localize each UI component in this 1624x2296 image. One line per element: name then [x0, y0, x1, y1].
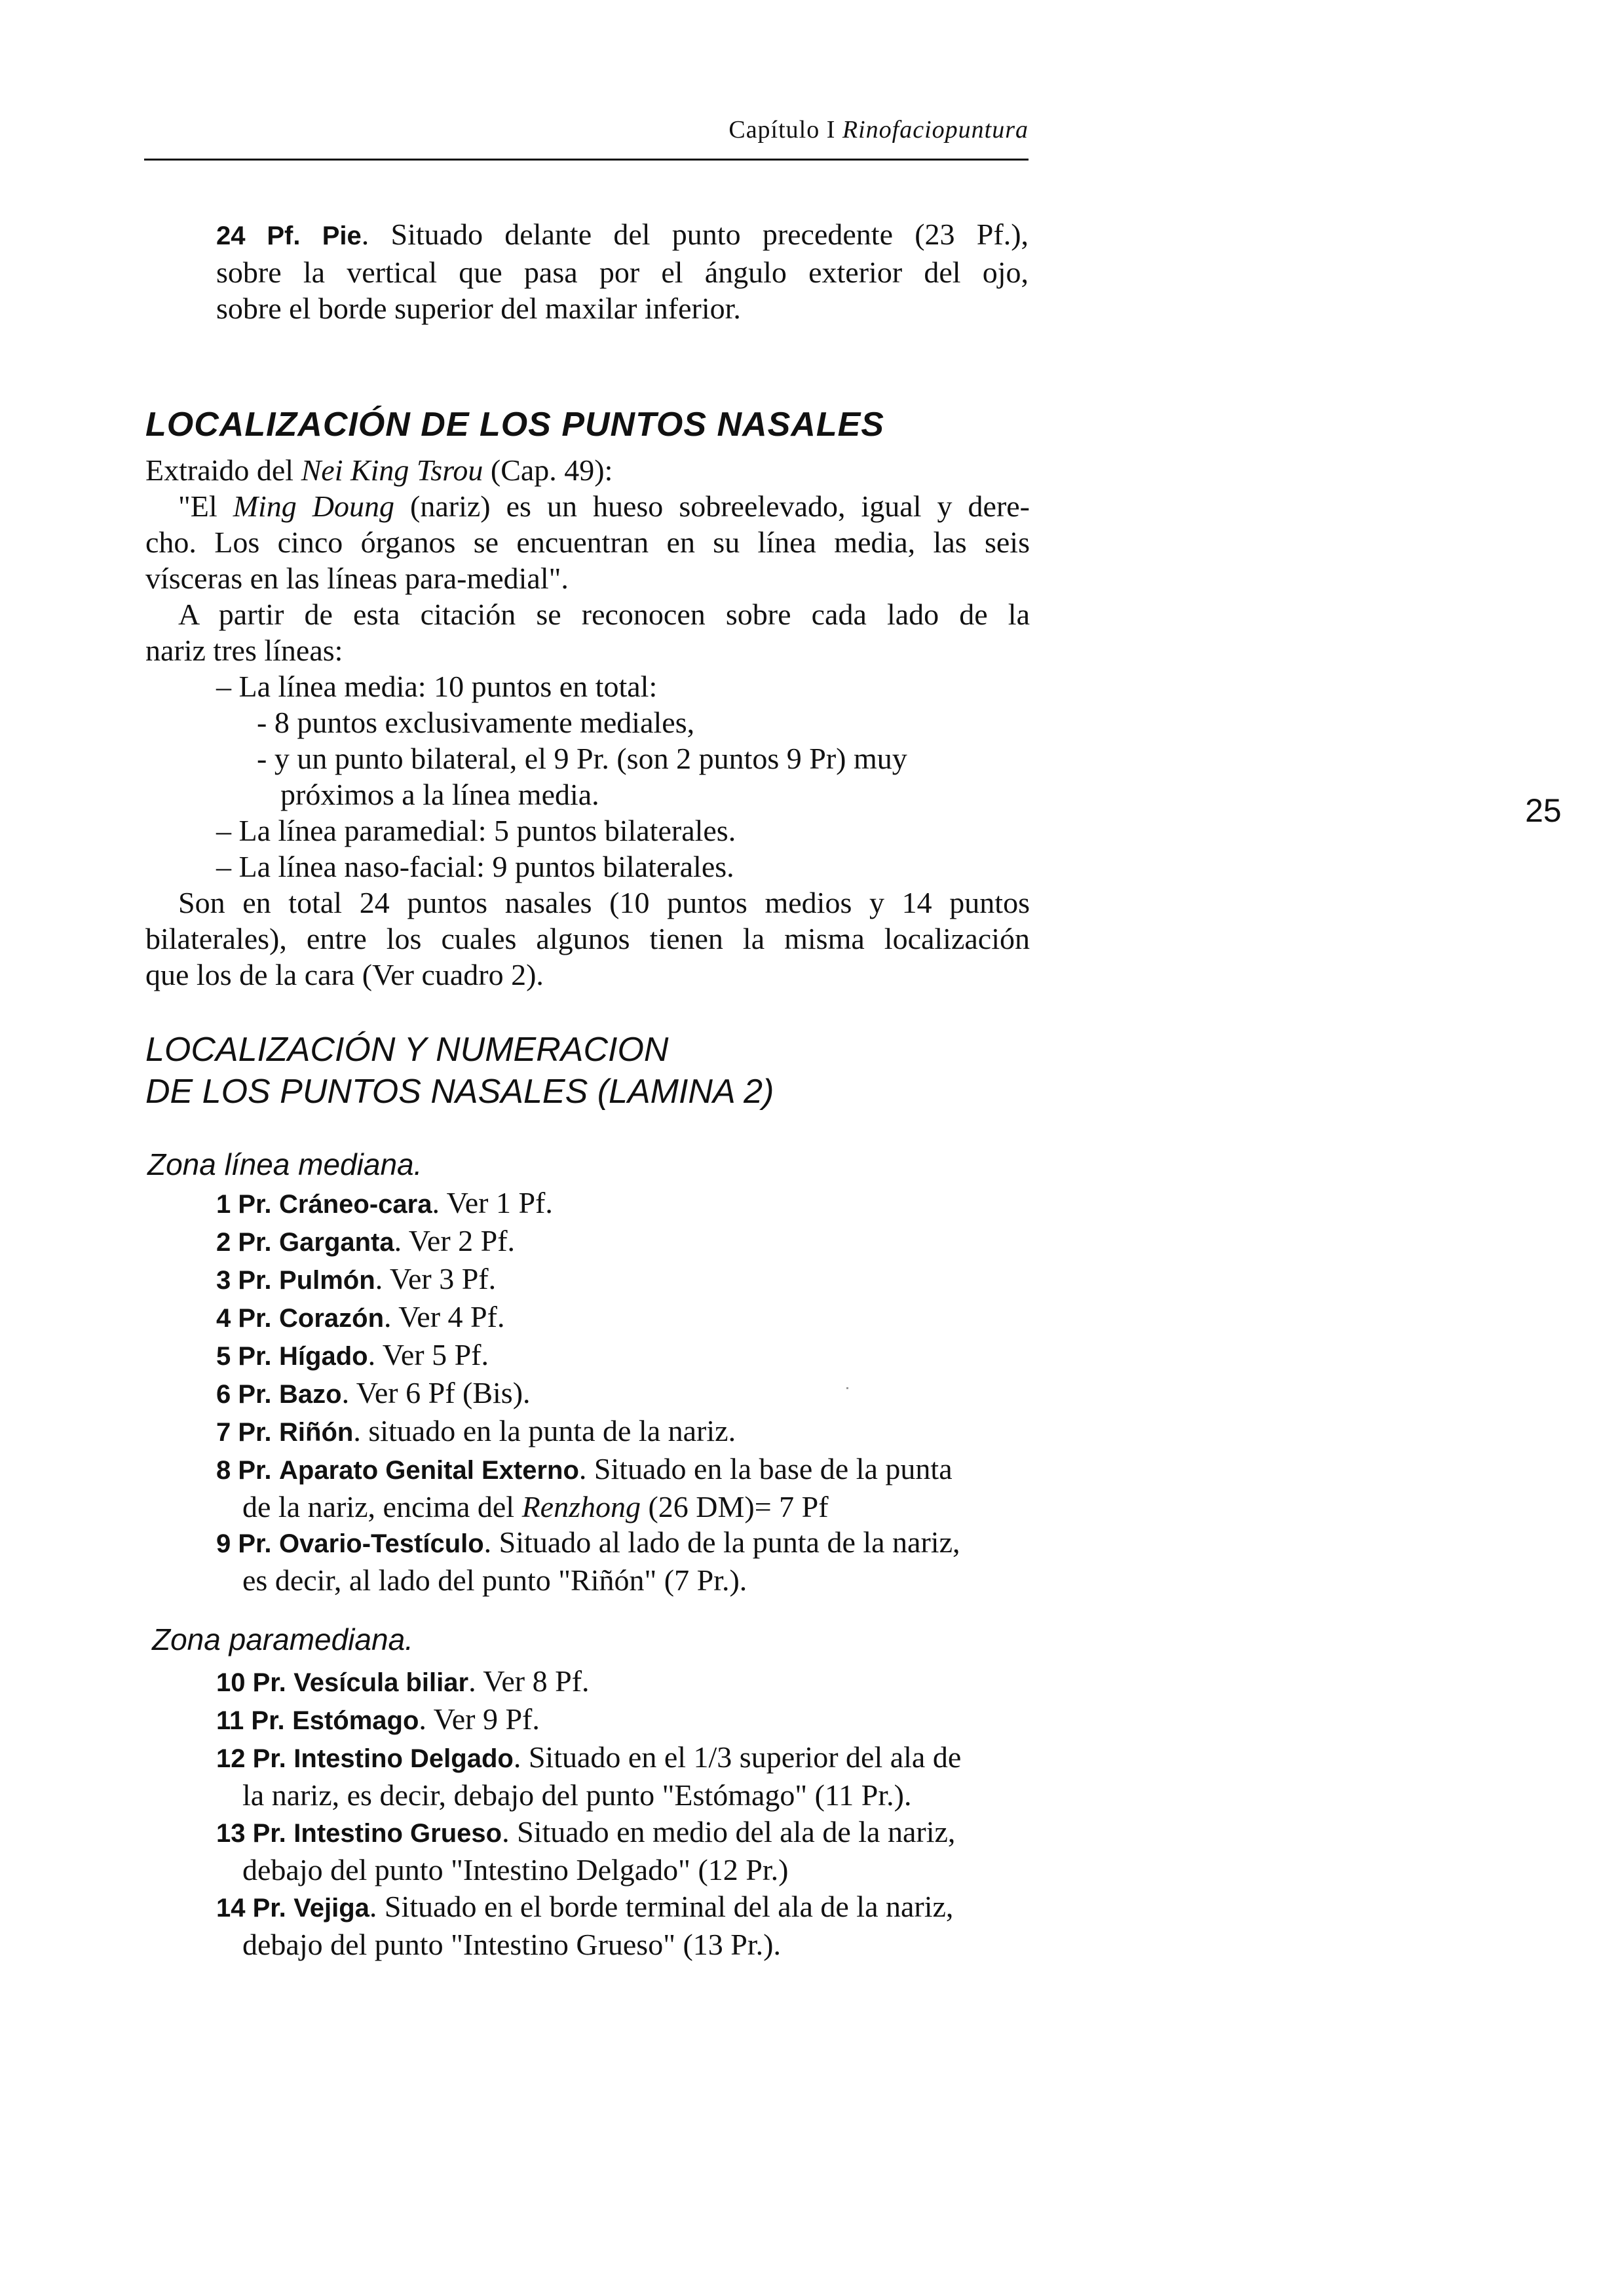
source-line: Extraido del Nei King Tsrou (Cap. 49):: [145, 453, 613, 487]
stray-dot: [846, 1387, 848, 1389]
point-entry: 2 Pr. Garganta. Ver 2 Pf.: [216, 1224, 516, 1257]
point-entry: 4 Pr. Corazón. Ver 4 Pf.: [216, 1300, 505, 1333]
point-entry: 7 Pr. Riñón. situado en la punta de la nariz.: [216, 1414, 736, 1447]
list-subitem: - y un punto bilateral, el 9 Pr. (son 2 puntos 9 Pr) muy: [257, 742, 907, 775]
zone-title-median: Zona línea mediana.: [147, 1147, 423, 1181]
point-entry: 3 Pr. Pulmón. Ver 3 Pf.: [216, 1262, 497, 1295]
section-heading-numbering: LOCALIZACIÓN Y NUMERACION DE LOS PUNTOS NASALES (LAMINA 2): [145, 1031, 774, 1111]
point-entry: 10 Pr. Vesícula biliar. Ver 8 Pf.: [216, 1664, 590, 1698]
point-entry: 13 Pr. Intestino Grueso. Situado en medio del ala de la nariz, debajo del punto "Intestino Delgado" (12 Pr.): [216, 1815, 956, 1886]
list-item: – La línea paramedial: 5 puntos bilaterales.: [216, 814, 736, 847]
list-item: – La línea naso-facial: 9 puntos bilaterales.: [216, 850, 734, 883]
entry-number: 24 Pf.: [216, 221, 301, 250]
point-entry: 8 Pr. Aparato Genital Externo. Situado en la base de la punta de la nariz, encima del Renzhong (26 DM)= 7 Pf: [216, 1452, 953, 1523]
intro-entry: 24 Pf. Pie. Situado delante del punto precedente (23 Pf.), sobre la vertical que pasa por el ángulo exterior del ojo, sobre el borde superior del maxilar inferior.: [216, 218, 1029, 325]
chapter-label: Capítulo I: [728, 116, 836, 144]
point-entry: 14 Pr. Vejiga. Situado en el borde terminal del ala de la nariz, debajo del punto "Intestino Grueso" (13 Pr.).: [216, 1890, 954, 1961]
quote-line: "El Ming Doung (nariz) es un hueso sobreelevado, igual y dere-: [178, 489, 1030, 523]
entry-name: Pie: [322, 221, 362, 250]
point-entry: 6 Pr. Bazo. Ver 6 Pf (Bis).: [216, 1376, 531, 1409]
point-entry: 9 Pr. Ovario-Testículo. Situado al lado de la punta de la nariz, es decir, al lado del punto "Riñón" (7 Pr.).: [216, 1525, 960, 1597]
running-header: [144, 115, 1029, 144]
header-rule: [144, 159, 1029, 161]
point-entry: 5 Pr. Hígado. Ver 5 Pf.: [216, 1338, 489, 1371]
zone-title-paramedian: Zona paramediana.: [152, 1622, 413, 1656]
point-entry: 12 Pr. Intestino Delgado. Situado en el 1/3 superior del ala de la nariz, es decir, debajo del punto "Estómago" (11 Pr.).: [216, 1740, 962, 1812]
page-number: 25: [1525, 792, 1562, 829]
list-subitem: - 8 puntos exclusivamente mediales,: [257, 706, 695, 739]
point-entry: 1 Pr. Cráneo-cara. Ver 1 Pf.: [216, 1186, 553, 1219]
section1-body: Extraido del Nei King Tsrou (Cap. 49): "El Ming Doung (nariz) es un hueso sobreelevado, igual y dere- cho. Los cinco órganos se encuentran en su línea media, las seis vísceras en las líneas para-medial". A partir de esta citación se reconocen sobre cada lado de la nariz tres líneas: – La línea media: 10 puntos en total: - 8 puntos exclusivamente mediales, - y un punto bilateral, el 9 Pr. (son 2 puntos 9 Pr) muy próximos a la línea media. – La línea paramedial: 5 puntos bilaterales. – La línea naso-facial: 9 puntos bilaterales. Son en total 24 puntos nasales (10 puntos medios y 14 puntos bilaterales), entre los cuales algunos tienen la misma localización que los de la cara (Ver cuadro 2).: [145, 453, 1030, 991]
point-entry: 11 Pr. Estómago. Ver 9 Pf.: [216, 1702, 540, 1736]
book-title: Rinofaciopuntura: [842, 116, 1029, 144]
section-heading-nasal-points: LOCALIZACIÓN DE LOS PUNTOS NASALES: [145, 406, 884, 444]
list-item: – La línea media: 10 puntos en total:: [216, 670, 658, 703]
